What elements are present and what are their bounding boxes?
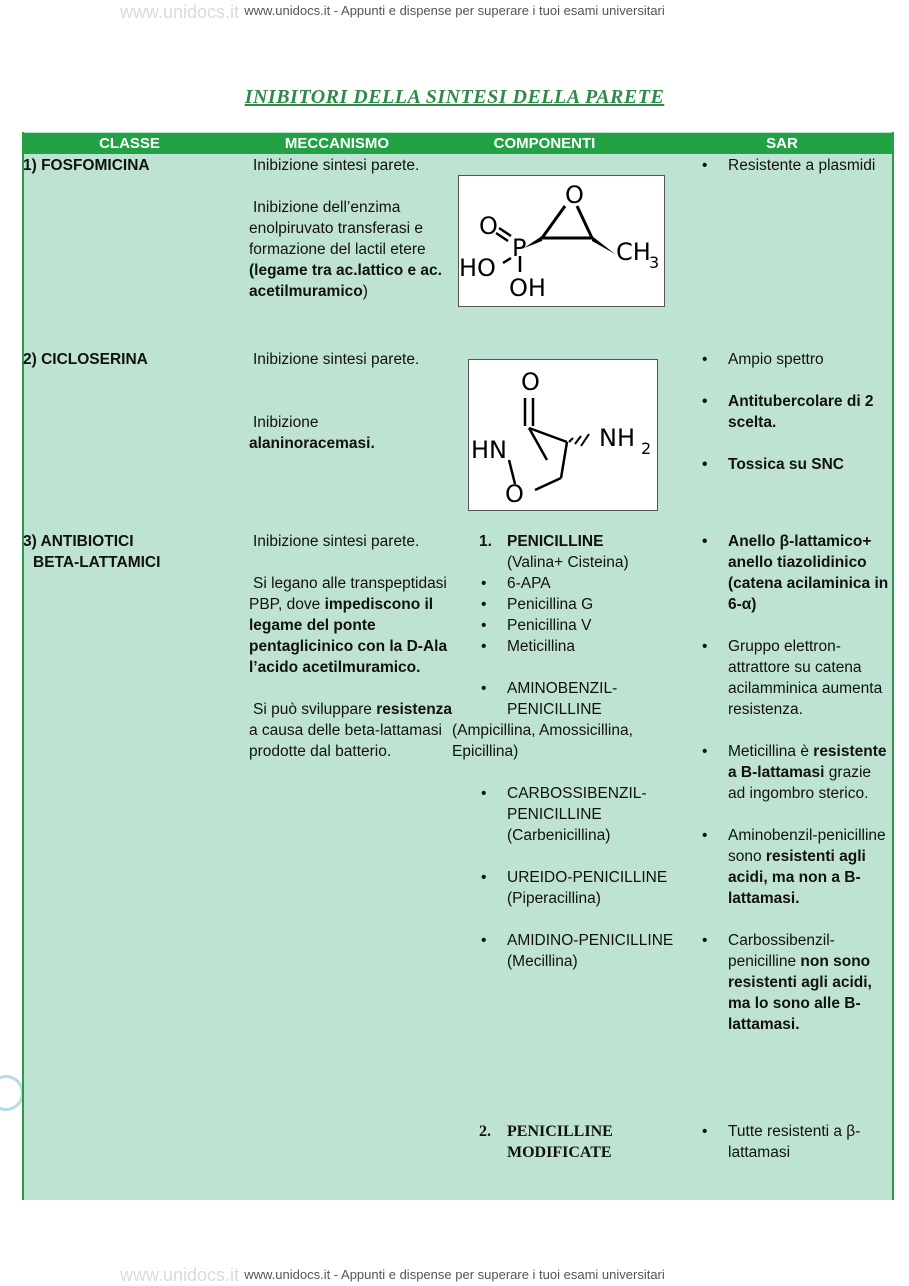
row2-sar-item-3: • Tossica su SNC [700,454,890,475]
row1-mech-2a: Inibizione dell’enzima enolpiruvato transferasi e formazione del lactil etere [249,199,426,258]
row1-mech-2c: ) [362,283,368,300]
comp-number-2: 2. [479,1123,491,1140]
row3-sar [700,531,892,1035]
watermark-bottom: www.unidocs.it [120,1265,240,1285]
row3-componenti [452,531,677,972]
fosfo-double-oxygen: O [479,212,498,240]
row3-meccanismo [249,531,454,762]
cicloserina-structure [468,359,658,511]
comp-list-b [452,783,677,972]
row3-sar-item-4 [700,825,892,909]
row3-sar-3a: Meticillina è [728,743,814,760]
row1-mech-line1: Inibizione sintesi parete. [253,157,420,174]
row3-sar-item-1: • Anello β-lattamico+ anello tiazolidinico (catena acilaminica in 6-α) [700,531,892,615]
comp-heading-sub: (Valina+ Cisteina) [507,554,629,571]
comp-list-a [452,573,677,720]
column-header-sar: SAR [766,135,798,152]
comp-item-carbossibenzil: • CARBOSSIBENZIL-PENICILLINE (Carbenicillina) [479,783,677,846]
row3-mech-3c: a causa delle beta-lattamasi prodotte dal batterio. [249,722,443,760]
row3-sar-5b: non sono resistenti agli acidi, ma lo sono alle B-lattamasi. [728,953,872,1033]
comp-item-6apa: • 6-APA [479,573,677,594]
column-header-componenti: COMPONENTI [493,135,596,152]
row3-sar-item-5 [700,930,892,1035]
fosfo-phosphorus: P [512,234,527,262]
fosfo-oh: OH [509,274,546,302]
page-header: www.unidocs.it - Appunti e dispense per superare i tuoi esami universitari [244,3,665,18]
row1-mech-2b: (legame tra ac.lattico e ac. acetilmuramico [249,262,442,300]
row1-classe: 1) FOSFOMICINA [23,157,150,174]
comp-aminobenzil-examples: (Ampicillina, Amossicillina, Epicillina) [452,722,633,760]
row3-sar-4b: resistenti agli acidi, ma non a B-lattamasi. [728,848,866,907]
comp-heading-penicilline: PENICILLINE [507,533,604,550]
fosfomicina-svg [459,176,664,306]
page-footer: www.unidocs.it - Appunti e dispense per superare i tuoi esami universitari [244,1267,665,1282]
row2-classe: 2) CICLOSERINA [23,351,148,368]
row1-sar [700,155,890,176]
row3-classe [23,531,223,573]
row3-sar-4a: Aminobenzil-penicilline sono [728,827,886,865]
row3-sar-last [700,1121,892,1163]
row2-sar-item-1: • Ampio spettro [700,349,890,370]
row2-mech-2b: alaninoracemasi. [249,435,375,452]
ciclo-nh: NH [599,424,635,452]
row3-classe-line2: BETA-LATTAMICI [33,554,161,571]
row2-mech-2a: Inibizione [253,414,319,431]
comp-number-1: 1. [479,533,492,550]
watermark-logo-icon [0,1075,24,1111]
table-header [22,133,894,154]
row1-mech-text [249,197,454,302]
page-title: INIBITORI DELLA SINTESI DELLA PARETE [244,86,665,108]
comp-item-meticillina: • Meticillina [479,636,677,657]
fosfo-ho: HO [459,254,496,282]
row3-classe-line1: 3) ANTIBIOTICI [23,533,134,550]
row1-sar-item: • Resistente a plasmidi [700,155,890,176]
column-header-classe: CLASSE [99,135,160,152]
row3-mech-line1: Inibizione sintesi parete. [253,533,420,550]
watermark-top: www.unidocs.it [120,2,240,22]
fosfomicina-structure [458,175,665,307]
row3-mech-3b: resistenza [376,701,453,718]
row3-sar-item-6: • Tutte resistenti a β-lattamasi [700,1121,892,1163]
fosfo-ring-oxygen: O [565,181,584,209]
comp-group-1 [452,531,677,573]
ciclo-ring-oxygen: O [505,480,524,508]
row2-mech-text [249,412,454,454]
row2-mech-line1: Inibizione sintesi parete. [253,351,420,368]
row2-sar [700,349,890,475]
comp-item-penicillina-g: • Penicillina G [479,594,677,615]
column-header-meccanismo: MECCANISMO [284,135,390,152]
comp-item-amidino: • AMIDINO-PENICILLINE (Mecillina) [479,930,677,972]
row2-sar-item-2: • Antitubercolare di 2 scelta. [700,391,890,433]
ciclo-nh-sub: 2 [641,439,652,458]
comp-heading-modificate: PENICILLINE MODIFICATE [507,1123,613,1161]
row3-mech-text-2 [249,573,454,678]
row2-meccanismo [249,349,454,454]
row3-mech-3a: Si può sviluppare [253,701,377,718]
cicloserina-svg [469,360,657,510]
ciclo-oxygen-carbonyl: O [521,368,540,396]
row3-mech-text-3 [249,699,454,762]
row3-sar-3c: grazie ad ingombro sterico. [728,764,872,802]
ciclo-hn: HN [471,436,507,464]
comp-item-aminobenzil: • AMINOBENZIL-PENICILLINE [479,678,677,720]
row3-sar-item-3 [700,741,892,804]
comp-group-2 [452,1121,677,1163]
comp-item-penicillina-v: • Penicillina V [479,615,677,636]
fosfo-ch: CH [616,238,651,266]
row3-sar-3b: resistente a B-lattamasi [728,743,887,781]
row3-sar-item-2: • Gruppo elettron-attrattore su catena acilamminica aumenta resistenza. [700,636,892,720]
comp-item-ureido: • UREIDO-PENICILLINE (Piperacillina) [479,867,677,909]
row3-mech-2b: impediscono il legame del ponte pentaglicinico con la D-Ala l’acido acetilmuramico. [249,596,448,676]
row3-sar-5a: Carbossibenzil-penicilline [728,932,835,970]
row1-meccanismo [249,155,454,302]
row3-mech-2a: Si legano alle transpeptidasi PBP, dove [249,575,447,613]
fosfo-ch-sub: 3 [649,253,660,272]
